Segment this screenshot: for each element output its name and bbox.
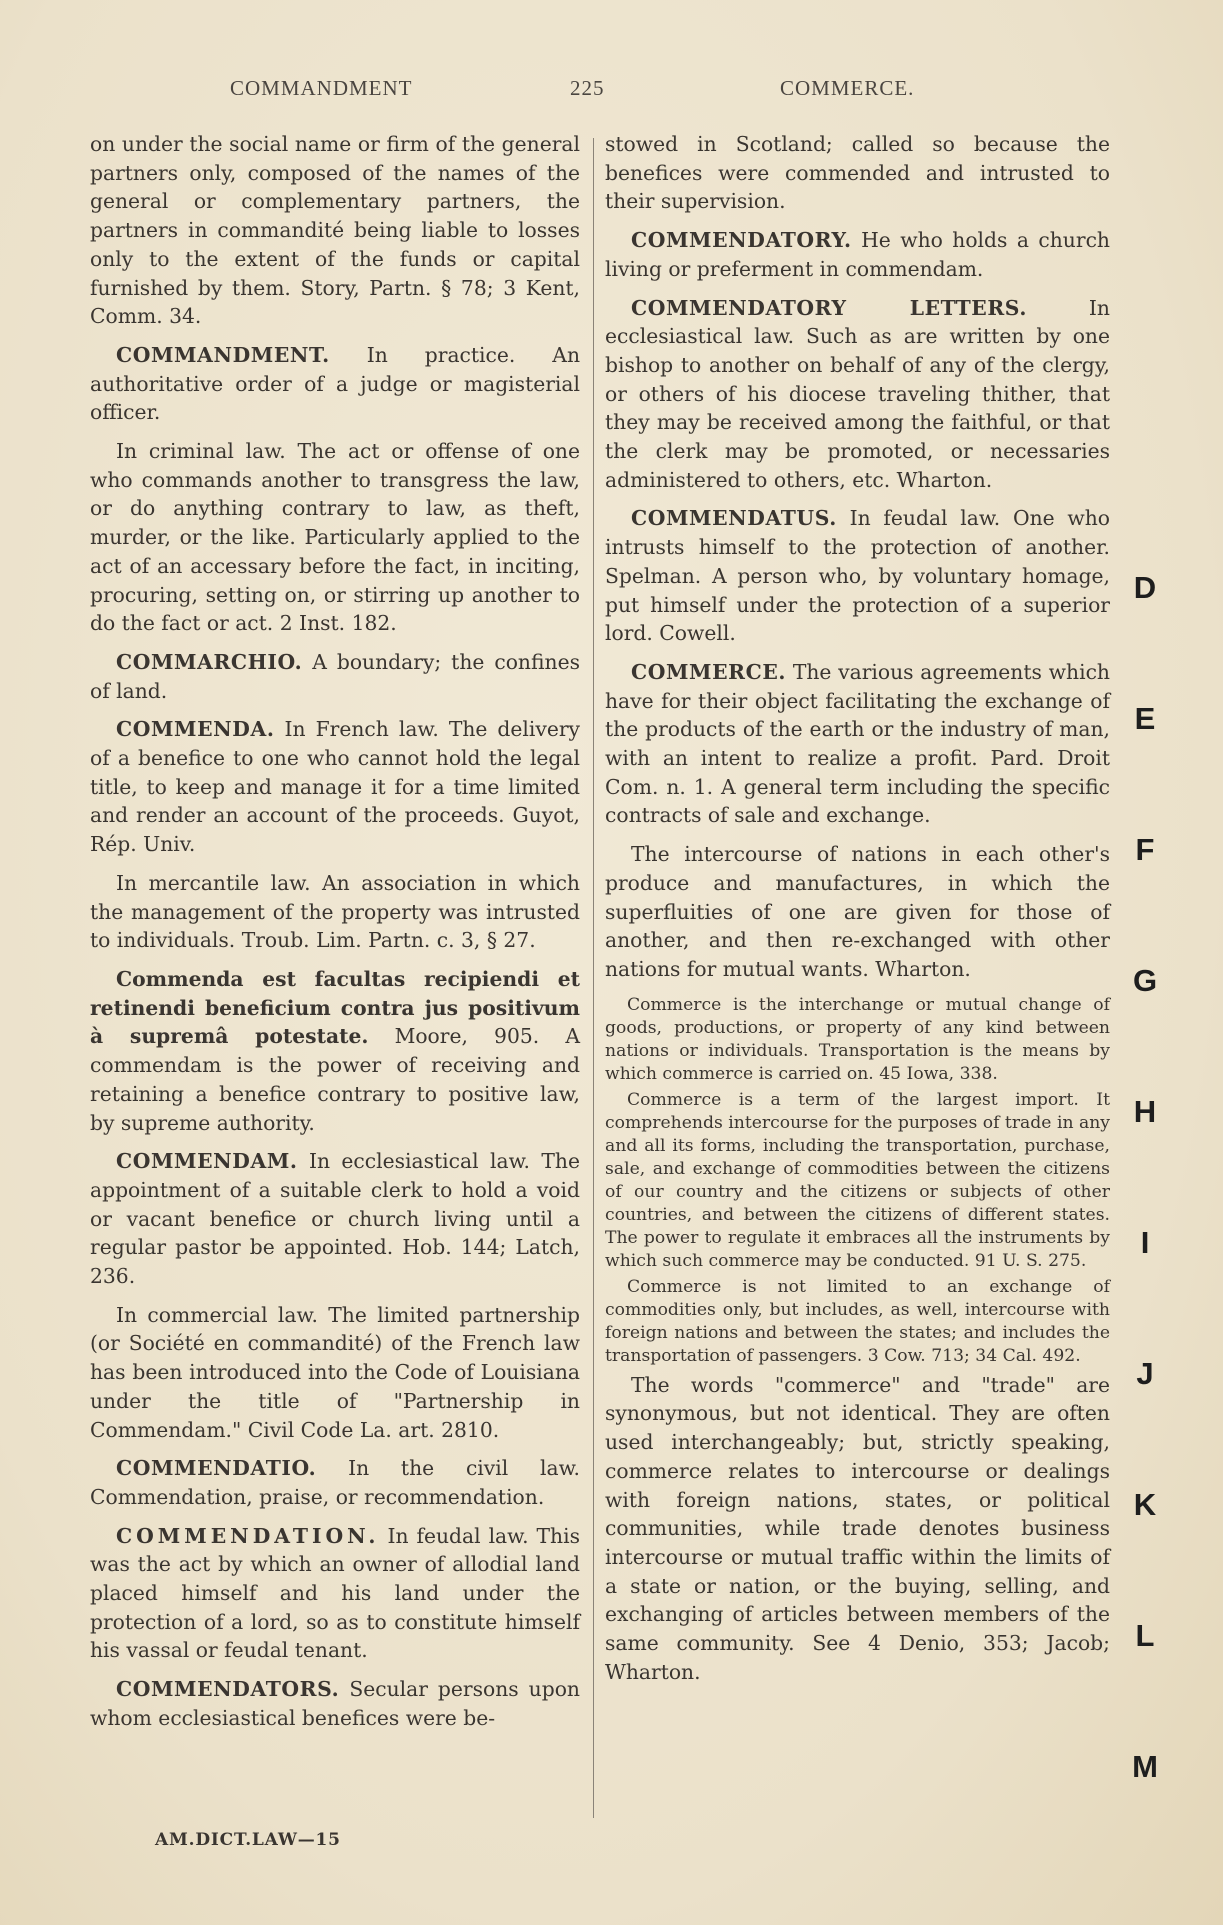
running-header — [90, 76, 1100, 110]
entry-headword: COMMANDMENT. — [116, 342, 330, 367]
dictionary-entry — [605, 226, 1110, 283]
dictionary-entry — [90, 1675, 580, 1732]
entry-definition: He who holds a church living or preferment in commendam. — [605, 228, 1110, 281]
entry-definition: In ecclesiastical law. Such as are written by one bishop to another on behalf of any of the clergy, or others of his diocese traveling thither, that they may be received among the faithful, or that the clerk may be promoted, or necessaries administered to others, etc. Wharton. — [605, 295, 1110, 492]
entry-definition: In ecclesiastical law. The appointment of a suitable clerk to hold a void or vacant benefice or church living until a regular pastor be appointed. Hob. 144; Latch, 236. — [90, 1149, 580, 1289]
entry-definition: In French law. The delivery of a benefice to one who cannot hold the legal title, to keep and manage it for a time limited and render an account of the proceeds. Guyot, Rép. Univ. — [90, 717, 580, 857]
sub-definition: The words "commerce" and "trade" are synonymous, but not identical. They are often used interchangeably; but, strictly speaking, commerce relates to intercourse or dealings with foreign nations, states, or political communities, while trade denotes business intercourse or mutual traffic within the limits of a state or nation, or the buying, selling, and exchanging of articles between members of the same community. See 4 Denio, 353; Jacob; Wharton. — [605, 1372, 1110, 1684]
case-note: Commerce is a term of the largest import. It comprehends intercourse for the purposes of trade in any and all its forms, including the transportation, purchase, sale, and exchange of commodities between the citizens of our country and the citizens or subjects of other countries, and between the citizens of different states. The power to regulate it embraces all the instruments by which such commerce may be conducted. 91 U. S. 275. — [605, 1089, 1110, 1271]
entry-definition: Secular persons upon whom ecclesiastical benefices were be- — [90, 1677, 580, 1730]
entry-headword: COMMENDA. — [116, 717, 275, 742]
entry-definition: A boundary; the confines of land. — [90, 649, 580, 703]
sub-definition: In mercantile law. An association in which the management of the property was intrusted to individuals. Troub. Lim. Partn. c. 3, § 27. — [90, 870, 580, 953]
maxim-translation: Moore, 905. A commendam is the power of receiving and retaining a benefice contrary to positive law, by supreme authority. — [90, 1024, 580, 1135]
entry-headword: COMMENDATIO. — [116, 1456, 317, 1481]
continued-text: on under the social name or firm of the general partners only, composed of the names of the general or complementary partners, the partners in commandité being liable to losses only to the extent of the funds or capital furnished by them. Story, Partn. § 78; 3 Kent, Comm. 34. — [90, 132, 580, 329]
dictionary-entry — [90, 341, 580, 427]
entry-headword: COMMENDATORS. — [116, 1677, 340, 1702]
header-last-word: COMMERCE. — [780, 76, 915, 100]
thumb-index-letter: G — [1132, 963, 1158, 998]
signature-mark: AM.DICT.LAW—15 — [155, 1830, 341, 1850]
continued-text: stowed in Scotland; called so because the benefices were commended and intrusted to their supervision. — [605, 132, 1110, 214]
page-number: 225 — [570, 76, 605, 100]
entry-headword: COMMARCHIO. — [116, 649, 303, 674]
dictionary-entry — [605, 658, 1110, 830]
latin-maxim-entry — [90, 965, 580, 1137]
thumb-index-letter: J — [1136, 1356, 1154, 1391]
entry-definition: In feudal law. One who intrusts himself to the protection of another. Spelman. A person who, by voluntary homage, put himself under the protection of a superior lord. Cowell. — [605, 506, 1110, 646]
latin-maxim: Commenda est facultas recipiendi et retinendi beneficium contra jus positivum à supremâ potestate. — [90, 966, 580, 1049]
column-divider — [593, 138, 594, 1818]
sub-definition: In criminal law. The act or offense of one who commands another to transgress the law, or do anything contrary to law, as theft, murder, or the like. Particularly applied to the act of an accessary before the fact, in inciting, procuring, setting on, or stirring up another to do the fact or act. 2 Inst. 182. — [90, 439, 580, 636]
thumb-index-letter: H — [1133, 1094, 1157, 1129]
dictionary-entry — [90, 1522, 580, 1666]
thumb-index-letter: D — [1133, 570, 1157, 605]
sub-definition: The intercourse of nations in each other's produce and manufactures, in which the superfluities of one are given for those of another, and then re-exchanged with other nations for mutual wants. Wharton. — [605, 842, 1110, 981]
right-column — [605, 130, 1110, 1696]
header-first-word: COMMANDMENT — [230, 76, 413, 100]
dictionary-entry — [90, 648, 580, 705]
thumb-index-letter: F — [1135, 832, 1155, 867]
entry-headword: COMMENDATORY. — [631, 228, 852, 253]
dictionary-entry — [90, 1147, 580, 1291]
thumb-index-letter: L — [1135, 1618, 1155, 1653]
thumb-index-letter: M — [1132, 1749, 1158, 1784]
entry-definition: In practice. An authoritative order of a judge or magisterial officer. — [90, 342, 581, 425]
thumb-index-letter: K — [1133, 1487, 1157, 1522]
left-column — [90, 130, 580, 1743]
entry-headword: COMMENDAM. — [116, 1149, 298, 1174]
dictionary-entry — [90, 715, 580, 859]
entry-headword: COMMENDATION. — [116, 1523, 380, 1548]
case-note: Commerce is not limited to an exchange of commodities only, but includes, as well, intercourse with foreign nations and between the states; and includes the transportation of passengers. 3 Cow. 713; 34 Cal. 492. — [605, 1276, 1110, 1366]
entry-headword: COMMENDATUS. — [631, 506, 837, 531]
entry-definition: In feudal law. This was the act by which an owner of allodial land placed himself and his land under the protection of a lord, so as to constitute himself his vassal or feudal tenant. — [90, 1523, 580, 1663]
entry-definition: In the civil law. Commendation, praise, or recommendation. — [90, 1456, 580, 1509]
entry-headword: COMMENDATORY LETTERS. — [631, 295, 1027, 320]
dictionary-entry — [605, 504, 1110, 648]
dictionary-entry — [90, 1454, 580, 1511]
dictionary-entry — [605, 294, 1110, 495]
thumb-index-letter: I — [1140, 1225, 1150, 1260]
sub-definition: In commercial law. The limited partnership (or Société en commandité) of the French law has been introduced into the Code of Louisiana under the title of "Partnership in Commendam." Civil Code La. art. 2810. — [90, 1302, 580, 1442]
entry-definition: The various agreements which have for their object facilitating the exchange of the products of the earth or the industry of man, with an intent to realize a profit. Pard. Droit Com. n. 1. A general term including the specific contracts of sale and exchange. — [605, 659, 1110, 828]
entry-headword: COMMERCE. — [631, 659, 787, 684]
case-note: Commerce is the interchange or mutual change of goods, productions, or property of any kind between nations or individuals. Transportation is the means by which commerce is carried on. 45 Iowa, 338. — [605, 994, 1110, 1084]
thumb-index-letter: E — [1134, 701, 1156, 736]
